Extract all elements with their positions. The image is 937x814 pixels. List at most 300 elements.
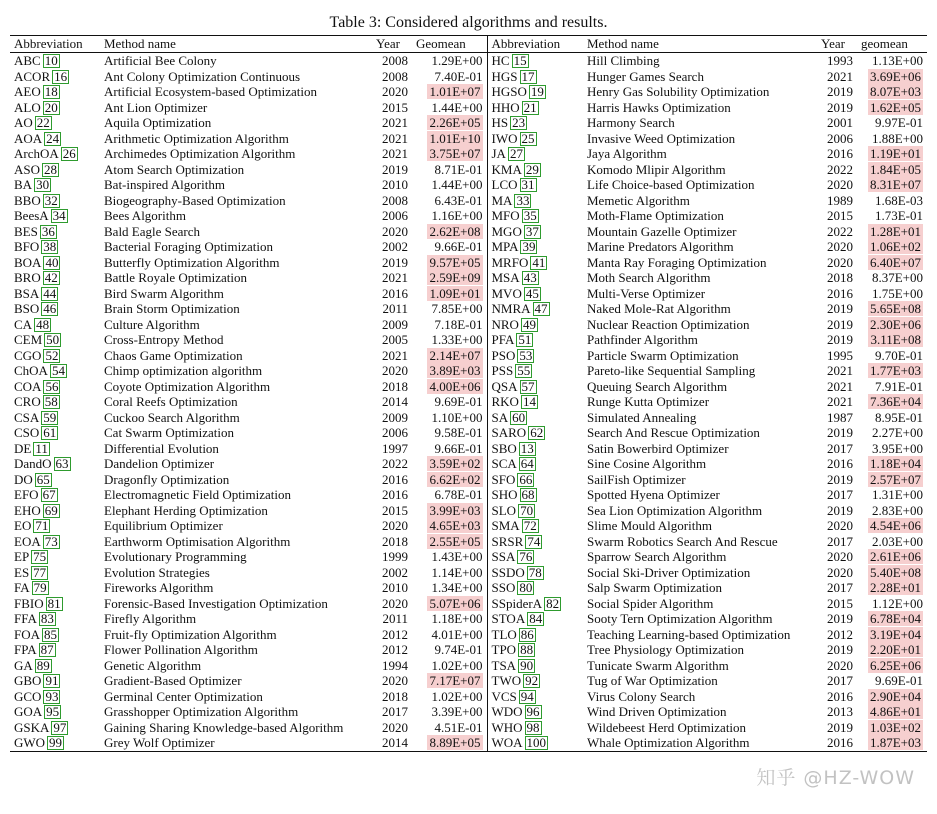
table-row	[10, 410, 927, 426]
citation-link[interactable]: 86	[520, 626, 534, 642]
cell-abbreviation	[10, 472, 100, 488]
citation-link[interactable]: 96	[526, 704, 540, 719]
cell-abbreviation	[10, 84, 100, 100]
cell-geomean	[412, 720, 487, 736]
citation-link[interactable]: 61	[43, 425, 57, 440]
cell-method-name: SailFish Optimizer	[587, 471, 686, 487]
citation-link[interactable]: 63	[55, 456, 69, 471]
cell-year: 2021	[827, 378, 853, 394]
cell-method-name: Particle Swarm Optimization	[587, 347, 739, 363]
citation-link[interactable]: 35	[523, 208, 537, 223]
cell-geomean	[412, 441, 487, 457]
cell-year: 2019	[382, 254, 408, 270]
citation-link[interactable]: 80	[519, 580, 533, 595]
citation-link[interactable]: 50	[46, 332, 60, 347]
citation-link[interactable]: 47	[534, 301, 548, 316]
citation-link[interactable]: 93	[45, 688, 59, 704]
table-row	[10, 487, 927, 503]
table-row	[10, 534, 927, 550]
citation-link[interactable]: 88	[520, 642, 534, 657]
cell-geomean	[412, 255, 487, 271]
citation-link[interactable]: 70	[520, 502, 534, 518]
cell-geomean	[412, 348, 487, 364]
cell-geomean	[857, 410, 927, 426]
cell-year: 2002	[382, 239, 408, 254]
geomean-value: 1.19E+01	[869, 146, 921, 161]
cell-geomean	[857, 580, 927, 596]
cell-year: 2021	[382, 130, 408, 146]
table-row	[10, 673, 927, 689]
citation-link[interactable]: 51	[518, 332, 532, 347]
cell-geomean	[857, 596, 927, 612]
citation-link[interactable]: 94	[520, 688, 534, 704]
cell-method-name: Social Ski-Driver Optimization	[587, 564, 751, 580]
citation-link[interactable]: 54	[51, 363, 65, 378]
cell-year: 2019	[827, 642, 853, 657]
cell-method-name: Grey Wolf Optimizer	[100, 735, 372, 751]
citation-link[interactable]: 48	[36, 316, 50, 332]
geomean-value: 1.62E+05	[869, 99, 921, 115]
citation-link[interactable]: 73	[44, 533, 58, 549]
geomean-value: 1.77E+03	[869, 363, 921, 378]
cell-geomean	[857, 239, 927, 255]
citation-link[interactable]: 28	[44, 161, 58, 177]
cell-year: 2008	[382, 192, 408, 208]
table-row	[10, 565, 927, 581]
cell-year: 2018	[382, 378, 408, 394]
citation-link[interactable]: 55	[517, 363, 531, 378]
citation-link[interactable]: 52	[45, 347, 59, 363]
citation-link[interactable]: 21	[523, 99, 537, 115]
cell-abbreviation	[487, 580, 583, 596]
abbreviation-text: MSA	[491, 270, 520, 285]
table-row	[10, 596, 927, 612]
cell-year: 2015	[382, 502, 408, 518]
abbreviation-text: HHO	[491, 99, 520, 115]
cell-year: 2019	[827, 99, 853, 115]
cell-method-name: Gaining Sharing Knowledge-based Algorithm	[104, 719, 344, 735]
citation-link[interactable]: 89	[36, 657, 50, 673]
citation-link[interactable]: 99	[49, 735, 63, 750]
abbreviation-text: RKO	[491, 394, 519, 409]
cell-abbreviation	[487, 146, 583, 162]
cell-abbreviation	[10, 224, 100, 240]
citation-link[interactable]: 69	[44, 502, 58, 518]
table-row	[10, 720, 927, 736]
cell-geomean	[412, 596, 487, 612]
geomean-value: 3.19E+04	[869, 626, 921, 642]
citation-link[interactable]: 26	[62, 146, 76, 161]
header-geomean-right: geomean	[857, 36, 927, 53]
abbreviation-text: AO	[14, 115, 33, 130]
citation-link[interactable]: 23	[512, 115, 526, 130]
citation-link[interactable]: 49	[522, 316, 536, 332]
abbreviation-text: GA	[14, 657, 33, 673]
table-row	[10, 627, 927, 643]
citation-link[interactable]: 40	[45, 254, 59, 270]
cell-geomean	[857, 379, 927, 395]
citation-link[interactable]: 87	[40, 642, 54, 657]
table-row	[10, 53, 927, 69]
cell-method-name: Chimp optimization algorithm	[104, 363, 263, 378]
abbreviation-text: IWO	[491, 130, 518, 146]
cell-method-name: Memetic Algorithm	[587, 192, 690, 208]
cell-year: 2021	[382, 347, 408, 363]
citation-link[interactable]: 42	[44, 270, 58, 285]
abbreviation-text: BRO	[14, 270, 41, 285]
geomean-value: 1.87E+03	[869, 735, 921, 750]
table-row	[10, 441, 927, 457]
geomean-value: 8.07E+03	[869, 84, 921, 99]
citation-link[interactable]: 53	[519, 347, 533, 363]
citation-link[interactable]: 13	[520, 440, 534, 456]
cell-method-name: Pathfinder Algorithm	[587, 332, 698, 347]
citation-link[interactable]: 91	[45, 673, 59, 688]
cell-method-name: Harris Hawks Optimization	[587, 99, 731, 115]
geomean-value: 1.34E+00	[431, 580, 483, 595]
citation-link[interactable]: 78	[528, 564, 542, 580]
citation-link[interactable]: 38	[43, 239, 57, 254]
citation-link[interactable]: 72	[523, 518, 537, 533]
citation-link[interactable]: 67	[42, 487, 56, 502]
abbreviation-text: BSA	[14, 285, 40, 301]
citation-link[interactable]: 95	[46, 704, 60, 719]
citation-link[interactable]: 83	[40, 611, 54, 626]
cell-abbreviation	[10, 177, 100, 193]
cell-method-name: Manta Ray Foraging Optimization	[587, 254, 767, 270]
cell-method-name: Moth-Flame Optimization	[587, 208, 724, 223]
citation-link[interactable]: 81	[47, 595, 61, 611]
cell-abbreviation	[10, 208, 100, 224]
citation-link[interactable]: 45	[525, 285, 539, 301]
table-row	[10, 611, 927, 627]
geomean-value: 2.57E+07	[869, 471, 921, 487]
geomean-value: 1.29E+00	[431, 53, 483, 68]
table-row	[10, 224, 927, 240]
cell-abbreviation	[10, 131, 100, 147]
table-row	[10, 69, 927, 85]
cell-year: 1997	[382, 440, 408, 456]
cell-method-name: Ant Colony Optimization Continuous	[104, 68, 301, 84]
cell-method-name: Life Choice-based Optimization	[587, 177, 755, 192]
citation-link[interactable]: 34	[52, 208, 66, 223]
abbreviation-text: TSA	[491, 657, 517, 673]
citation-link[interactable]: 79	[33, 580, 47, 595]
cell-year: 2020	[827, 177, 853, 192]
citation-link[interactable]: 39	[522, 239, 536, 254]
cell-year: 1994	[382, 657, 408, 673]
citation-link[interactable]: 11	[35, 440, 48, 456]
geomean-value: 1.73E-01	[874, 208, 923, 223]
cell-geomean	[412, 69, 487, 85]
cell-method-name: Tunicate Swarm Algorithm	[587, 657, 729, 673]
cell-abbreviation	[487, 658, 583, 674]
citation-link[interactable]: 29	[525, 161, 539, 177]
citation-link[interactable]: 17	[521, 68, 535, 84]
citation-link[interactable]: 77	[33, 564, 47, 580]
table-row	[10, 332, 927, 348]
cell-geomean	[857, 394, 927, 410]
citation-link[interactable]: 59	[43, 409, 57, 425]
citation-link[interactable]: 92	[525, 673, 539, 688]
geomean-value: 1.13E+00	[871, 53, 923, 68]
abbreviation-text: PFA	[491, 332, 515, 347]
cell-year: 2020	[827, 564, 853, 580]
abbreviation-text: GCO	[14, 688, 42, 704]
citation-link[interactable]: 16	[54, 68, 68, 84]
cell-abbreviation	[487, 596, 583, 612]
cell-year: 2013	[827, 704, 853, 719]
abbreviation-text: BeesA	[14, 208, 49, 223]
abbreviation-text: GWO	[14, 735, 46, 750]
cell-abbreviation	[487, 472, 583, 488]
cell-method-name: Hunger Games Search	[587, 68, 704, 84]
cell-method-name: Bald Eagle Search	[104, 223, 201, 239]
cell-method-name: Teaching Learning-based Optimization	[587, 626, 791, 642]
abbreviation-text: SMA	[491, 518, 520, 533]
cell-geomean	[412, 518, 487, 534]
cell-year: 2012	[382, 642, 408, 657]
geomean-value: 3.89E+03	[429, 363, 481, 378]
cell-abbreviation	[10, 720, 100, 736]
citation-link[interactable]: 10	[44, 53, 58, 68]
table-row	[10, 100, 927, 116]
cell-method-name: Chaos Game Optimization	[104, 347, 243, 363]
geomean-value: 1.10E+00	[431, 409, 483, 425]
cell-year: 2019	[827, 316, 853, 332]
abbreviation-text: FOA	[14, 626, 41, 642]
abbreviation-text: ACOR	[14, 68, 51, 84]
geomean-value: 8.71E-01	[434, 161, 483, 177]
cell-method-name: Fireworks Algorithm	[104, 580, 214, 595]
abbreviation-text: FBIO	[14, 595, 44, 611]
cell-abbreviation	[10, 689, 100, 705]
cell-geomean	[412, 689, 487, 705]
geomean-value: 7.85E+00	[431, 301, 483, 316]
cell-geomean	[412, 286, 487, 302]
geomean-value: 7.40E-01	[434, 68, 483, 84]
cell-geomean	[412, 410, 487, 426]
citation-link[interactable]: 62	[530, 425, 544, 440]
geomean-value: 1.75E+00	[871, 285, 923, 301]
citation-link[interactable]: 31	[521, 177, 535, 192]
cell-abbreviation	[487, 255, 583, 271]
cell-year: 2020	[827, 239, 853, 254]
cell-abbreviation	[487, 503, 583, 519]
citation-link[interactable]: 30	[36, 177, 50, 192]
geomean-value: 1.12E+00	[871, 595, 923, 611]
cell-geomean	[857, 100, 927, 116]
abbreviation-text: NRO	[491, 316, 519, 332]
cell-abbreviation	[10, 704, 100, 720]
cell-geomean	[857, 146, 927, 162]
citation-link[interactable]: 58	[44, 394, 58, 409]
cell-abbreviation	[10, 379, 100, 395]
geomean-value: 3.99E+03	[429, 502, 481, 518]
cell-geomean	[412, 301, 487, 317]
citation-link[interactable]: 66	[519, 471, 533, 487]
citation-link[interactable]: 24	[46, 130, 60, 146]
abbreviation-text: WDO	[491, 704, 523, 719]
cell-year: 1987	[827, 409, 853, 425]
citation-link[interactable]: 37	[525, 223, 539, 239]
citation-link[interactable]: 33	[516, 192, 530, 208]
table-row	[10, 270, 927, 286]
cell-abbreviation	[487, 317, 583, 333]
cell-year: 2011	[382, 611, 408, 626]
cell-abbreviation	[487, 177, 583, 193]
results-table	[10, 35, 927, 752]
table-row	[10, 348, 927, 364]
cell-method-name: Flower Pollination Algorithm	[104, 642, 258, 657]
citation-link[interactable]: 19	[530, 84, 544, 99]
cell-method-name: Multi-Verse Optimizer	[587, 285, 706, 301]
geomean-value: 1.44E+00	[431, 99, 483, 115]
cell-geomean	[857, 720, 927, 736]
citation-link[interactable]: 85	[44, 626, 58, 642]
citation-link[interactable]: 64	[520, 456, 534, 471]
cell-method-name: Biogeography-Based Optimization	[104, 192, 286, 208]
geomean-value: 2.14E+07	[429, 347, 481, 363]
citation-link[interactable]: 100	[526, 735, 547, 750]
cell-abbreviation	[10, 69, 100, 85]
abbreviation-text: DE	[14, 440, 32, 456]
geomean-value: 9.57E+05	[429, 254, 481, 270]
citation-link[interactable]: 36	[41, 223, 55, 239]
cell-abbreviation	[10, 363, 100, 379]
citation-link[interactable]: 22	[36, 115, 50, 130]
geomean-value: 8.89E+05	[429, 735, 481, 750]
cell-method-name: Coral Reefs Optimization	[104, 394, 238, 409]
geomean-value: 1.44E+00	[431, 177, 483, 192]
cell-method-name: Equilibrium Optimizer	[104, 518, 223, 533]
citation-link[interactable]: 57	[521, 378, 535, 394]
geomean-value: 2.30E+06	[869, 316, 921, 332]
table-row	[10, 580, 927, 596]
cell-year: 2017	[827, 673, 853, 688]
cell-abbreviation	[487, 286, 583, 302]
cell-method-name: Invasive Weed Optimization	[587, 130, 736, 146]
citation-link[interactable]: 82	[546, 595, 560, 611]
cell-geomean	[412, 611, 487, 627]
cell-year: 2012	[382, 626, 408, 642]
citation-link[interactable]: 43	[523, 270, 537, 285]
citation-link[interactable]: 74	[527, 533, 541, 549]
citation-link[interactable]: 41	[532, 254, 546, 270]
geomean-value: 9.70E-01	[874, 347, 923, 363]
citation-link[interactable]: 90	[520, 657, 534, 673]
citation-link[interactable]: 97	[53, 719, 67, 735]
cell-year: 2020	[382, 84, 408, 99]
cell-geomean	[412, 503, 487, 519]
cell-year: 2005	[382, 332, 408, 347]
cell-year: 2022	[827, 223, 853, 239]
citation-link[interactable]: 14	[522, 394, 536, 409]
cell-geomean	[412, 208, 487, 224]
cell-year: 2019	[827, 84, 853, 99]
abbreviation-text: BOA	[14, 254, 42, 270]
geomean-value: 4.54E+06	[869, 518, 921, 533]
citation-link[interactable]: 98	[526, 719, 540, 735]
citation-link[interactable]: 84	[529, 611, 543, 626]
cell-geomean	[857, 735, 927, 751]
header-abbreviation-left: Abbreviation	[10, 36, 100, 53]
abbreviation-text: MFO	[491, 208, 520, 223]
cell-method-name: Wildebeest Herd Optimization	[587, 719, 747, 735]
cell-year: 2019	[827, 719, 853, 735]
citation-link[interactable]: 44	[43, 285, 57, 301]
cell-method-name: Coyote Optimization Algorithm	[104, 378, 271, 394]
citation-link[interactable]: 68	[521, 487, 535, 502]
citation-link[interactable]: 27	[509, 146, 523, 161]
cell-geomean	[412, 317, 487, 333]
cell-abbreviation	[10, 286, 100, 302]
cell-year: 2015	[827, 595, 853, 611]
cell-method-name: Moth Search Algorithm	[587, 270, 711, 285]
citation-link[interactable]: 60	[512, 409, 526, 425]
table-row	[10, 286, 927, 302]
abbreviation-text: PSO	[491, 347, 516, 363]
cell-abbreviation	[487, 363, 583, 379]
cell-year: 2015	[382, 99, 408, 115]
citation-link[interactable]: 76	[519, 549, 533, 564]
cell-geomean	[412, 627, 487, 643]
cell-geomean	[412, 394, 487, 410]
abbreviation-text: HC	[491, 53, 510, 68]
citation-link[interactable]: 71	[35, 518, 49, 533]
citation-link[interactable]: 25	[521, 130, 535, 146]
geomean-value: 1.18E+00	[431, 611, 483, 626]
cell-abbreviation	[487, 611, 583, 627]
geomean-value: 2.26E+05	[429, 115, 481, 130]
cell-method-name: Ant Lion Optimizer	[104, 99, 208, 115]
cell-geomean	[412, 100, 487, 116]
cell-abbreviation	[487, 441, 583, 457]
citation-link[interactable]: 15	[513, 53, 527, 68]
cell-method-name: Queuing Search Algorithm	[587, 378, 728, 394]
cell-year: 2011	[382, 301, 408, 316]
geomean-value: 1.03E+02	[869, 719, 921, 735]
abbreviation-text: MA	[491, 192, 513, 208]
cell-abbreviation	[10, 596, 100, 612]
cell-method-name: Cuckoo Search Algorithm	[104, 409, 240, 425]
abbreviation-text: KMA	[491, 161, 522, 177]
citation-link[interactable]: 65	[36, 471, 50, 487]
citation-link[interactable]: 46	[43, 301, 57, 316]
cell-geomean	[857, 162, 927, 178]
citation-link[interactable]: 20	[44, 99, 58, 115]
citation-link[interactable]: 18	[44, 84, 58, 99]
cell-year: 2020	[382, 223, 408, 239]
cell-year: 2019	[827, 471, 853, 487]
citation-link[interactable]: 32	[44, 192, 58, 208]
table-row	[10, 658, 927, 674]
citation-link[interactable]: 75	[33, 549, 47, 564]
abbreviation-text: MPA	[491, 239, 519, 254]
abbreviation-text: BFO	[14, 239, 40, 254]
citation-link[interactable]: 56	[45, 378, 59, 394]
cell-method-name: Wind Driven Optimization	[587, 704, 727, 719]
cell-abbreviation	[487, 642, 583, 658]
header-year-left: Year	[372, 36, 412, 53]
abbreviation-text: GBO	[14, 673, 42, 688]
abbreviation-text: HGS	[491, 68, 518, 84]
cell-abbreviation	[10, 193, 100, 209]
cell-geomean	[412, 534, 487, 550]
cell-year: 2021	[827, 394, 853, 409]
abbreviation-text: GSKA	[14, 719, 50, 735]
abbreviation-text: GOA	[14, 704, 43, 719]
